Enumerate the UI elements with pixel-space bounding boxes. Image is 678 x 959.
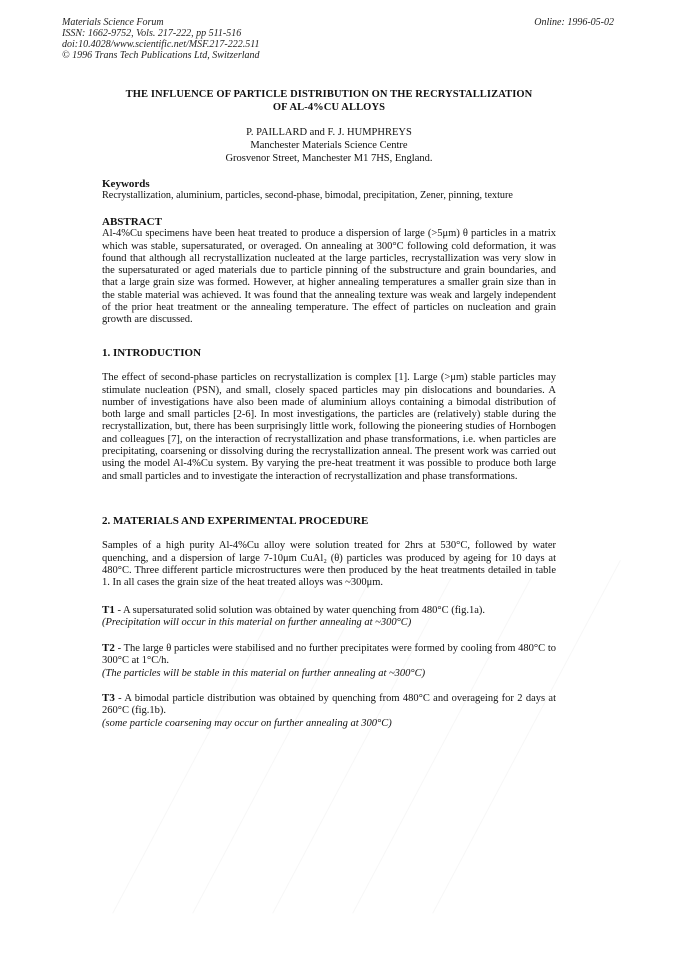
materials-section: [102, 515, 556, 589]
keywords-text: Recrystallization, aluminium, particles, second-phase, bimodal, precipitation, Zener, pinning, texture: [102, 190, 513, 202]
treatment-t1: [102, 604, 556, 630]
abstract-text: Al-4%Cu specimens have been heat treated to produce a dispersion of large (>5μm) θ particles in a matrix which was stable, supersaturated, or overaged. On annealing at 300°C following cold deformation, it was found that although all recrystallization nucleated at the large particles, recrystallization was very slow in the supersaturated or aged materials due to particle pinning of the substructure and grain boundaries, and that a large grain size was formed. However, at higher annealing temperatures a smaller grain size than in the stable material was achieved. It was found that the annealing texture was weak and largely independent of the prior heat treatment or the annealing temperature. The effect of particles on nucleation and grain growth are discussed.: [102, 228, 556, 326]
introduction-text: The effect of second-phase particles on recrystallization is complex [1]. Large (>μm) stable particles may stimulate nucleation (PSN), and small, closely spaced particles may pin dislocations and boundaries. A number of investigations have also been made of aluminium alloys containing a bimodal distribution of both large and small particles [2-6]. In most investigations, the particles are (relatively) stable during the recrystallization, but, there has been surprisingly little work, following the pioneering studies of Hornbogen and colleagues [7], on the interaction of recrystallization and phase transformations, i.e. when particles are precipitating, coarsening or dissolving during the recrystallization anneal. The present work was carried out using the model Al-4%Cu system. By varying the pre-heat treatment it was possible to produce both large and small particles and to investigate the interaction of recrystallization and phase transformations.: [102, 372, 556, 482]
abstract-section: [102, 216, 556, 327]
treatment-text: - A supersaturated solid solution was obtained by water quenching from 480°C (fig.1a).: [114, 605, 486, 616]
treatment-t3: [102, 692, 556, 730]
treatment-note: (some particle coarsening may occur on further annealing at 300°C): [102, 717, 392, 729]
treatment-text: - The large θ particles were stabilised and no further precipitates were formed by cooling from 480°C to 300°C at 1°C/h.: [102, 643, 556, 667]
title-line-1: THE INFLUENCE OF PARTICLE DISTRIBUTION ON THE RECRYSTALLIZATION: [125, 89, 533, 100]
title-line-2: OF AL-4%CU ALLOYS: [272, 102, 386, 113]
author-affiliation: Manchester Materials Science Centre: [250, 140, 408, 151]
treatment-t2: [102, 642, 556, 680]
author-names: P. PAILLARD and F. J. HUMPHREYS: [246, 127, 412, 138]
journal-name: Materials Science Forum: [62, 17, 164, 28]
author-address: Grosvenor Street, Manchester M1 7HS, England.: [225, 153, 433, 164]
treatment-label: T1: [102, 604, 115, 616]
copyright-line: © 1996 Trans Tech Publications Ltd, Switzerland: [62, 50, 260, 61]
treatment-note: (Precipitation will occur in this material on further annealing at ~300°C): [102, 617, 412, 629]
introduction-section: [102, 347, 556, 483]
treatment-label: T3: [102, 692, 115, 704]
introduction-heading: 1. INTRODUCTION: [102, 347, 202, 359]
doi-line: doi:10.4028/www.scientific.net/MSF.217-222.511: [62, 39, 260, 50]
keywords-heading: Keywords: [102, 178, 150, 190]
author-block: [102, 126, 556, 165]
materials-heading: 2. MATERIALS AND EXPERIMENTAL PROCEDURE: [102, 515, 369, 527]
online-date: Online: 1996-05-02: [534, 17, 614, 28]
treatment-text: - A bimodal particle distribution was obtained by quenching from 480°C and overageing for 2 days at 260°C (fig.1b).: [102, 693, 556, 717]
journal-header: [62, 17, 260, 61]
keywords-section: [102, 178, 556, 203]
paper-title: [102, 88, 556, 114]
treatment-label: T2: [102, 642, 115, 654]
issn-line: ISSN: 1662-9752, Vols. 217-222, pp 511-516: [62, 28, 242, 39]
materials-text: Samples of a high purity Al-4%Cu alloy were solution treated for 2hrs at 530°C, followed by water quenching, and a dispersion of large 7-10μm CuAl₂ (θ) particles was produced by ageing for 10 days at 480°C. Three different particle microstructures were then produced by the heat treatments detailed in table 1. In all cases the grain size of the heat treated alloys was ~300μm.: [102, 540, 556, 589]
abstract-heading: ABSTRACT: [102, 216, 162, 228]
treatment-note: (The particles will be stable in this material on further annealing at ~300°C): [102, 667, 426, 679]
